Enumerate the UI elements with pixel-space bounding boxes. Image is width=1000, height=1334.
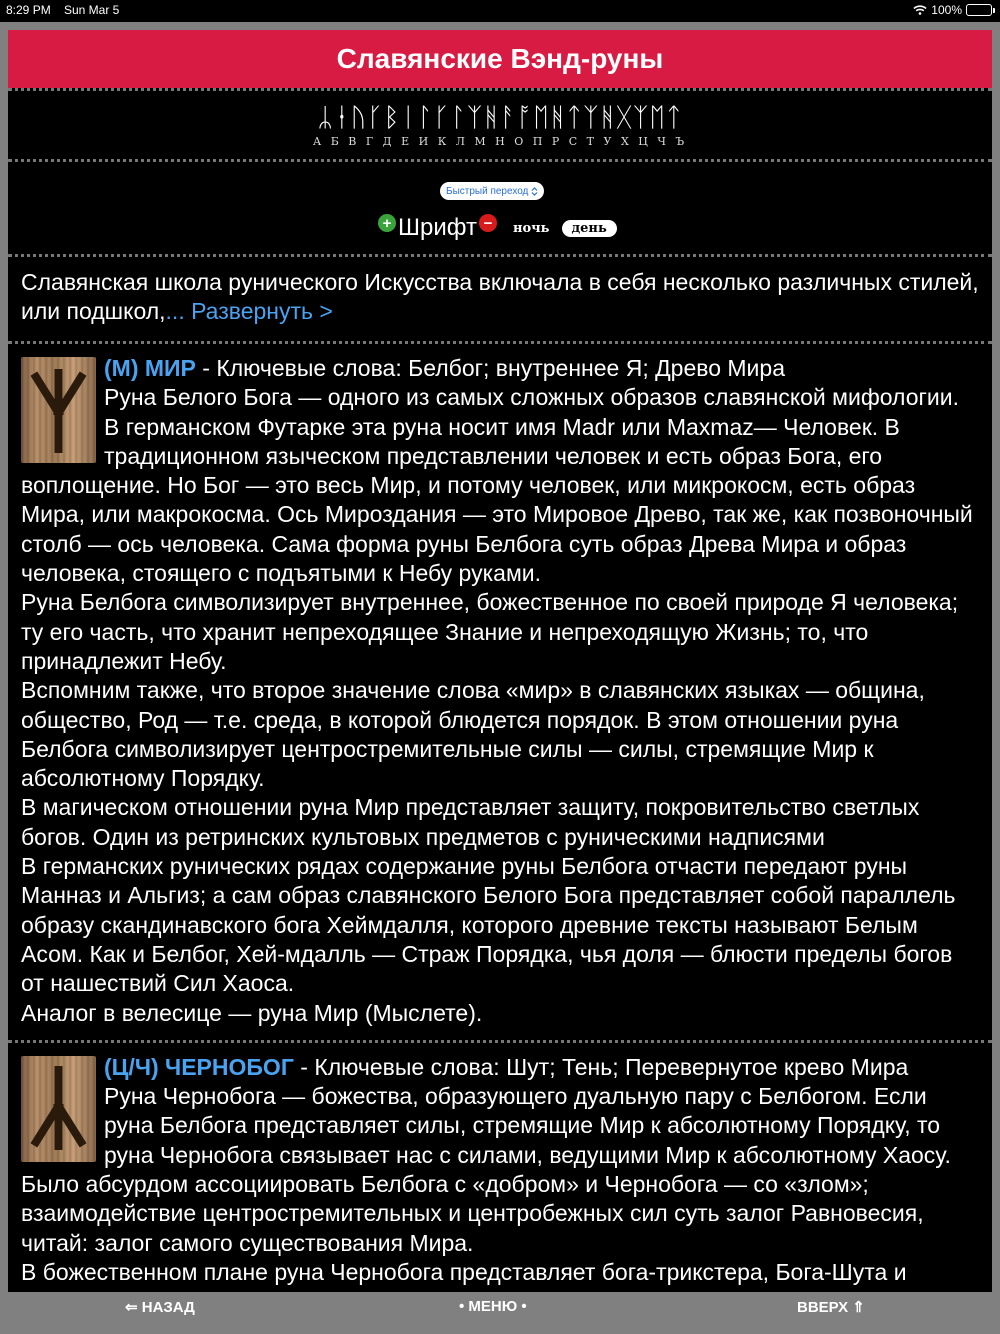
- entry-paragraph: Руна Белого Бога — одного из самых сложных образов славянской мифологии. В германском Футарке эта руна носит имя Madr или Maxmaz— Человек. В традиционном языческом представлении человек и есть образ Бога, его воплощение. Но Бог — это весь Мир, и потому человек, или микрокосм, есть образ Мира, или макрокосма. Ось Мироздания — это Мировое Древо, так же, как позвоночный столб — ось человека. Сама форма руны Белбога суть образ Древа Мира и образ человека, стоящего с подъятыми к Небу руками.: [21, 384, 973, 587]
- page: [0, 22, 1000, 1292]
- status-time: 8:29 PM: [6, 3, 51, 17]
- letters-row: А Б В Г Д Е И К Л М Н О П Р С Т У Х Ц Ч Ъ: [312, 134, 688, 148]
- quick-jump-select[interactable]: [440, 182, 544, 200]
- entry-paragraph: Руна Чернобога — божества, образующего дуальную пару с Белбогом. Если руна Белбога представляет силы, стремящие Мир к абсолютному Порядку, то руна Чернобога связывает нас с силами, ведущими Мир к абсолютному Хаосу. Было абсурдом ассоциировать Белбога с «добром» и Чернобога — со «злом»; взаимодействие центростремительных и центробежных сил суть залог Равновесия, читай: залог самого существования Мира.: [21, 1083, 951, 1256]
- battery-percent: 100%: [931, 3, 962, 17]
- entry-keywords: - Ключевые слова: Шут; Тень; Перевернутое крево Мира: [293, 1053, 909, 1080]
- expand-link[interactable]: ... Развернуть >: [165, 298, 333, 324]
- rune-entry: [8, 1043, 992, 1292]
- bottom-nav: [0, 1292, 1000, 1334]
- entry-heading: [21, 354, 979, 383]
- chevron-updown-icon: [531, 187, 538, 196]
- status-right: [913, 3, 992, 17]
- status-bar: [0, 0, 1000, 22]
- intro-text: [8, 257, 992, 341]
- entry-paragraph: Руна Белбога символизирует внутреннее, божественное по своей природе Я человека; ту его часть, что хранит непреходящее Знание и непреходящую Жизнь; то, что принадлежит Небу.: [21, 589, 959, 674]
- entry-paragraph: Аналог в велесице — руна Мир (Мыслете).: [21, 999, 483, 1026]
- app-header: [8, 30, 992, 88]
- intro-body: Славянская школа рунического Искусства включала в себя несколько различных стилей, или подшкол,: [21, 269, 979, 324]
- entry-paragraph: В божественном плане руна Чернобога представляет бога-трикстера, Бога-Шута и: [21, 1258, 907, 1285]
- rune-entry: [8, 344, 992, 1040]
- font-controls: [378, 214, 617, 242]
- runes-row: ᛦᛂᚢᚴᛒᛁᛚᚴᛚᛉᚻᚨᚩᛖᚻᛏᛉᚻᚷᛉᛖᛏ: [317, 102, 683, 133]
- entry-keywords: - Ключевые слова: Белбог; внутреннее Я; Древо Мира: [195, 355, 785, 381]
- night-mode-button[interactable]: ночь: [512, 220, 550, 236]
- entry-paragraph: В германских рунических рядах содержание руны Белбога отчасти передают руны Манназ и Альгиз; а сам образ славянского Белого Бога представляет собой параллель образу скандинавского бога Хеймдалля, которого древние тексты называют Белым Асом. Как и Белбог, Хей-мдалль — Страж Порядка, чья доля — блюсти пределы богов от нашествий Сил Хаоса.: [21, 853, 956, 997]
- battery-icon: [966, 4, 992, 16]
- scroll-top-button[interactable]: ВВЕРХ ⇑: [797, 1299, 865, 1316]
- wifi-icon: [913, 5, 927, 15]
- font-increase-icon[interactable]: +: [378, 214, 396, 232]
- runes-banner: [8, 91, 992, 159]
- font-decrease-icon[interactable]: −: [479, 214, 497, 232]
- menu-button[interactable]: • МЕНЮ •: [459, 1298, 527, 1315]
- rune-chernobog-image: [21, 1056, 96, 1162]
- rune-mir-image: [21, 357, 96, 463]
- back-button[interactable]: ⇐ НАЗАД: [125, 1299, 195, 1316]
- controls: [8, 162, 992, 254]
- entry-title[interactable]: (Ц/Ч) ЧЕРНОБОГ: [104, 1053, 294, 1080]
- content-container[interactable]: [8, 30, 992, 1292]
- entry-heading: [21, 1053, 979, 1082]
- entry-title[interactable]: (М) МИР: [104, 355, 196, 381]
- font-label: Шрифт: [398, 214, 477, 241]
- entry-paragraph: В магическом отношении руна Мир представляет защиту, покровительство светлых богов. Один из ретринских культовых предметов с руническими надписями: [21, 794, 920, 850]
- quick-jump-label: Быстрый переход: [446, 185, 529, 197]
- entry-paragraph: Вспомним также, что второе значение слова «мир» в славянских языках — община, общество, Род — т.е. среда, в которой блюдется порядок. В этом отношении руна Белбога символизирует центростремительные силы — силы, стремящие Мир к абсолютному Порядку.: [21, 677, 925, 792]
- day-mode-button[interactable]: день: [562, 220, 617, 237]
- status-date: Sun Mar 5: [64, 3, 120, 17]
- page-title: Славянские Вэнд-руны: [336, 43, 664, 74]
